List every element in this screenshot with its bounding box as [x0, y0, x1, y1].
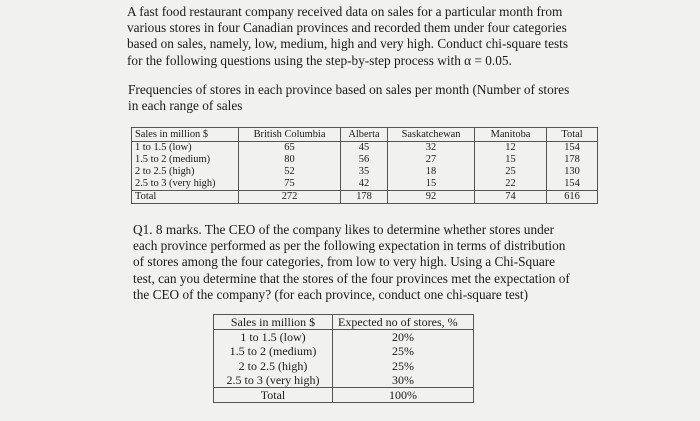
cell-value: 12 — [475, 142, 547, 155]
cell-value: 45 — [341, 142, 388, 155]
table-row — [214, 359, 474, 373]
cell-value: 25% — [333, 359, 474, 373]
row-label: 2.5 to 3 (very high) — [132, 178, 239, 191]
cell-value: 616 — [547, 191, 598, 204]
row-label: 1 to 1.5 (low) — [132, 142, 239, 155]
table-row — [132, 154, 598, 166]
row-label: 2 to 2.5 (high) — [132, 166, 239, 178]
cell-value: 25% — [333, 344, 474, 358]
row-label: 2.5 to 3 (very high) — [214, 373, 333, 388]
cell-value: 30% — [333, 373, 474, 388]
header-expected-percent: Expected no of stores, % — [333, 315, 474, 330]
cell-value: 15 — [475, 154, 547, 166]
cell-value: 22 — [475, 178, 547, 191]
intro-paragraph: A fast food restaurant company received data on sales for a particular month from various stores in four Canadian provinces and recorded them under four categories based on sales, namely, low, medium, high and very high. Conduct chi-square tests for the following questions using the step-by-step process with α = 0.05. — [127, 4, 569, 68]
cell-value: 27 — [388, 154, 475, 166]
table-row — [132, 166, 598, 178]
row-label: Total — [132, 191, 239, 204]
header-manitoba: Manitoba — [475, 128, 547, 142]
cell-value: 52 — [239, 166, 341, 178]
row-label: 1 to 1.5 (low) — [214, 330, 333, 345]
header-british-columbia: British Columbia — [239, 128, 341, 142]
table-row — [132, 142, 598, 155]
cell-value: 154 — [547, 142, 598, 155]
table-total-row — [132, 191, 598, 204]
cell-value: 15 — [388, 178, 475, 191]
table-row — [214, 330, 474, 345]
table-row — [214, 373, 474, 388]
frequency-table-header — [132, 128, 598, 142]
cell-value: 80 — [239, 154, 341, 166]
cell-value: 42 — [341, 178, 388, 191]
table-total-row — [214, 388, 474, 403]
row-label: 1.5 to 2 (medium) — [132, 154, 239, 166]
header-sales-range: Sales in million $ — [132, 128, 239, 142]
cell-value: 100% — [333, 388, 474, 403]
cell-value: 75 — [239, 178, 341, 191]
cell-value: 65 — [239, 142, 341, 155]
frequency-table — [131, 127, 598, 204]
cell-value: 272 — [239, 191, 341, 204]
cell-value: 18 — [388, 166, 475, 178]
header-alberta: Alberta — [341, 128, 388, 142]
cell-value: 130 — [547, 166, 598, 178]
row-label: 2 to 2.5 (high) — [214, 359, 333, 373]
header-saskatchewan: Saskatchewan — [388, 128, 475, 142]
row-label: 1.5 to 2 (medium) — [214, 344, 333, 358]
cell-value: 32 — [388, 142, 475, 155]
header-total: Total — [547, 128, 598, 142]
cell-value: 178 — [341, 191, 388, 204]
cell-value: 178 — [547, 154, 598, 166]
cell-value: 56 — [341, 154, 388, 166]
expected-table — [213, 314, 474, 403]
cell-value: 20% — [333, 330, 474, 345]
expected-table-header — [214, 315, 474, 330]
table-row — [132, 178, 598, 191]
table-caption: Frequencies of stores in each province based on sales per month (Number of stores in each range of sales — [128, 82, 570, 114]
cell-value: 74 — [475, 191, 547, 204]
question-paragraph: Q1. 8 marks. The CEO of the company likes to determine whether stores under each province performed as per the following expectation in terms of distribution of stores among the four categories, from low to very high. Using a Chi-Square test, can you determine that the stores of the four provinces met the expectation of the CEO of the company? (for each province, conduct one chi-square test) — [133, 222, 570, 302]
cell-value: 92 — [388, 191, 475, 204]
cell-value: 154 — [547, 178, 598, 191]
row-label: Total — [214, 388, 333, 403]
table-row — [214, 344, 474, 358]
header-sales-range: Sales in million $ — [214, 315, 333, 330]
cell-value: 25 — [475, 166, 547, 178]
cell-value: 35 — [341, 166, 388, 178]
